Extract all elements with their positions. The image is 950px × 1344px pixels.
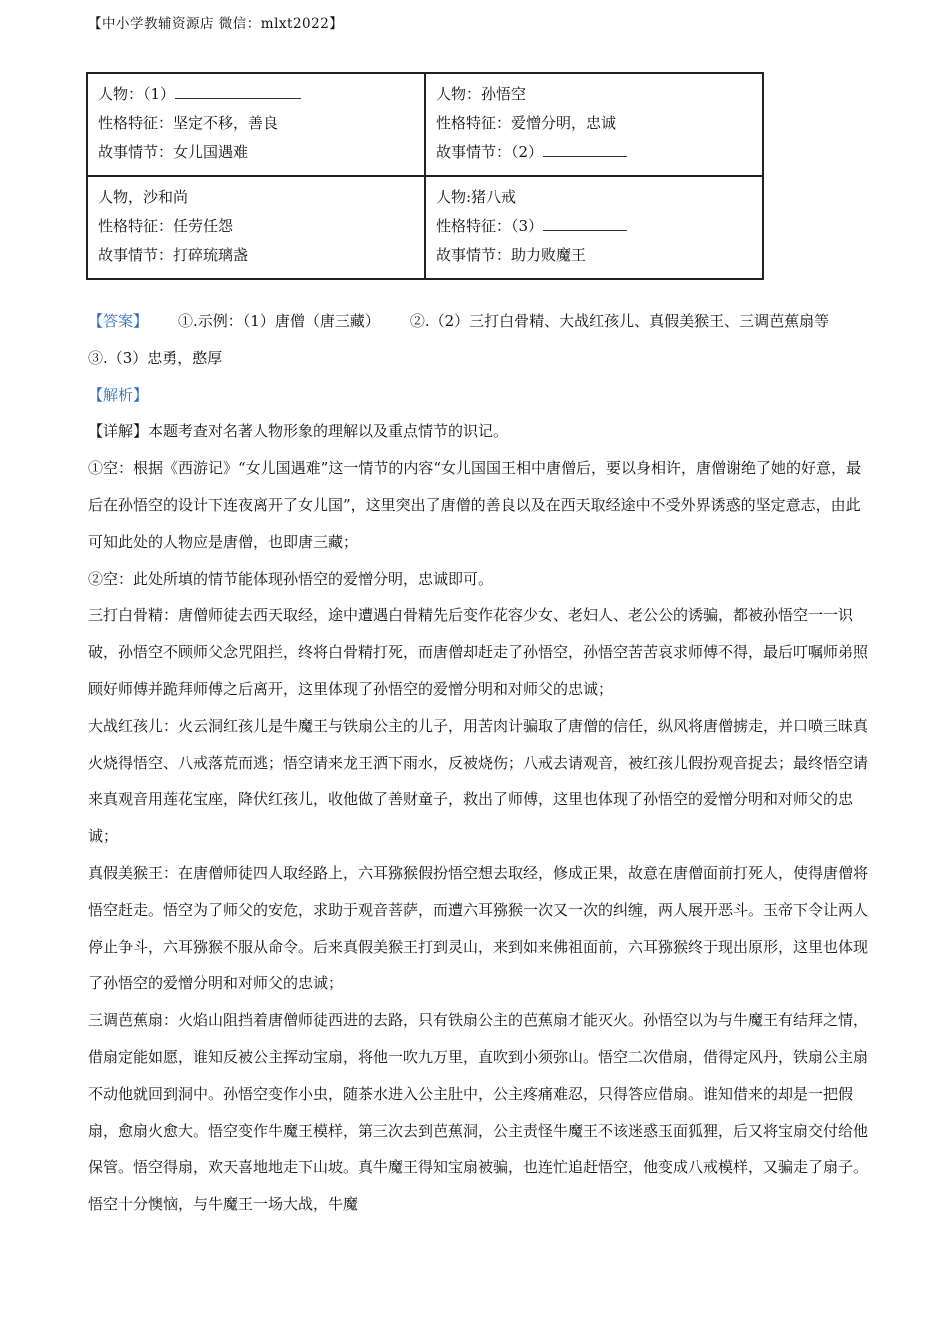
character-table	[86, 72, 764, 280]
source-header: 【中小学教辅资源店 微信：mlxt2022】	[88, 16, 344, 32]
cell-plot: 故事情节：助力败魔王	[436, 246, 587, 264]
table-cell-shaheshang	[87, 176, 425, 279]
table-cell-zhubajie	[425, 176, 763, 279]
cell-character: 人物，沙和尚	[98, 188, 189, 206]
paragraph-detail: 【详解】本题考查对名著人物形象的理解以及重点情节的识记。	[88, 422, 509, 441]
paragraph-bajiaoshan: 三调芭蕉扇：火焰山阻挡着唐僧师徒西进的去路，只有铁扇公主的芭蕉扇才能灭火。孙悟空以为与牛魔王有结拜之情，借扇定能如愿，谁知反被公主挥动宝扇，将他一吹九万里，直吹到小须弥山。悟空二次借扇，借得定风丹，铁扇公主扇不动他就回到洞中。孙悟空变作小虫，随茶水进入公主肚中，公主疼痛难忍，只得答应借扇。谁知借来的却是一把假扇，愈扇火愈大。悟空变作牛魔王模样，第三次去到芭蕉洞，公主责怪牛魔王不该迷惑玉面狐狸，后又将宝扇交付给他保管。悟空得扇，欢天喜地地走下山坡。真牛魔王得知宝扇被骗，也连忙追赶悟空，他变成八戒模样，又骗走了扇子。悟空十分懊恼，与牛魔王一场大战，牛魔	[88, 1011, 869, 1214]
paragraph-blank-1: ①空：根据《西游记》“女儿国遇难”这一情节的内容“女儿国国王相中唐僧后，要以身相许，唐僧谢绝了她的好意，最后在孙悟空的设计下连夜离开了女儿国”，这里突出了唐僧的善良以及在西天取经途中不受外界诱惑的坚定意志，由此可知此处的人物应是唐僧，也即唐三藏；	[88, 459, 862, 551]
answer-block	[88, 303, 868, 377]
table-cell-tangseng	[87, 73, 425, 176]
paragraph-baigujing: 三打白骨精：唐僧师徒去西天取经，途中遭遇白骨精先后变作花容少女、老妇人、老公公的诱骗，都被孙悟空一一识破，孙悟空不顾师父念咒阻拦，终将白骨精打死，而唐僧却赶走了孙悟空，孙悟空苦苦哀求师傅不得，最后叮嘱师弟照顾好师傅并跪拜师傅之后离开，这里体现了孙悟空的爱憎分明和对师父的忠诚；	[88, 606, 869, 698]
cell-plot: 故事情节：打碎琉璃盏	[98, 246, 249, 264]
answer-analysis	[88, 303, 868, 1223]
cell-trait: 性格特征：（3）	[436, 217, 544, 235]
cell-trait: 性格特征：任劳任怨	[98, 217, 234, 235]
answer-tag: 【答案】	[88, 312, 149, 330]
analysis-tag: 【解析】	[88, 385, 149, 404]
cell-plot: 故事情节：（2）	[436, 143, 544, 161]
paragraph-honghaier: 大战红孩儿：火云洞红孩儿是牛魔王与铁扇公主的儿子，用苦肉计骗取了唐僧的信任，纵风将唐僧掳走，并口喷三昧真火烧得悟空、八戒落荒而逃；悟空请来龙王洒下雨水，反被烧伤；八戒去请观音，被红孩儿假扮观音捉去；最终悟空请来真观音用莲花宝座，降伏红孩儿，收他做了善财童子，救出了师傅，这里也体现了孙悟空的爱憎分明和对师父的忠诚；	[88, 716, 869, 846]
cell-trait: 性格特征：爱憎分明，忠诚	[436, 114, 617, 132]
blank-3	[543, 216, 627, 231]
paragraph-meihouwang: 真假美猴王：在唐僧师徒四人取经路上，六耳猕猴假扮悟空想去取经，修成正果，故意在唐僧面前打死人，使得唐僧将悟空赶走。悟空为了师父的安危，求助于观音菩萨，而遭六耳猕猴一次又一次的纠缠，两人展开恶斗。玉帝下令让两人停止争斗，六耳猕猴不服从命令。后来真假美猴王打到灵山，来到如来佛祖面前，六耳猕猴终于现出原形，这里也体现了孙悟空的爱憎分明和对师父的忠诚；	[88, 863, 869, 993]
blank-1	[175, 84, 301, 99]
cell-plot: 故事情节：女儿国遇难	[98, 143, 249, 161]
table-cell-sunwukong	[425, 73, 763, 176]
answer-2: ②.（2）三打白骨精、大战红孩儿、真假美猴王、三调芭蕉扇等	[409, 312, 830, 330]
blank-2	[543, 142, 627, 157]
paragraph-blank-2: ②空：此处所填的情节能体现孙悟空的爱憎分明，忠诚即可。	[88, 569, 494, 588]
answer-1: ①.示例：（1）唐僧（唐三藏）	[178, 312, 380, 330]
answer-3: ③.（3）忠勇，憨厚	[88, 348, 223, 367]
cell-character: 人物:猪八戒	[436, 188, 517, 206]
cell-trait: 性格特征：坚定不移，善良	[98, 114, 279, 132]
cell-character: 人物：（1）	[98, 85, 176, 103]
cell-character: 人物：孙悟空	[436, 85, 527, 103]
